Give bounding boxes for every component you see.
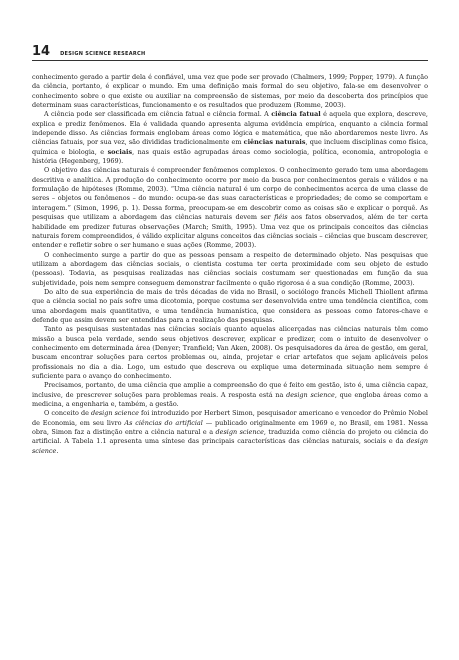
term-ciencias-naturais: ciências naturais (243, 138, 306, 147)
paragraph-7: Precisamos, portanto, de uma ciência que amplie a compreensão do que é feito em gestão, isto é, uma ciência capaz, inclusive, de prescrever soluções para problemas reais. A resposta está na design science, que engloba áreas como a medicina, a engenharia e, também, a gestão. (32, 381, 428, 409)
body-text (32, 73, 428, 456)
term-ciencia-fatual: ciência fatual (271, 110, 321, 119)
term-sociais: sociais (107, 147, 133, 156)
page-header (32, 42, 428, 61)
running-title: DESIGN SCIENCE RESEARCH (60, 51, 146, 57)
paragraph-5: Do alto de sua experiência de mais de três décadas de vida no Brasil, o sociólogo francês Michell Thiollent afirma que a ciência social no país sofre uma dicotomia, porque costuma ser desenvolvida entre uma tendência científica, com uma abordagem mais quantitativa, e uma tendência humanística, que considera as pessoas como fatores-chave e defende que assim devem ser entendidas para a realização das pesquisas. (32, 287, 428, 324)
page-number: 14 (32, 44, 51, 59)
paragraph-4: O conhecimento surge a partir do que as pessoas pensam a respeito de determinado objeto. Nas pesquisas que utilizam a abordagem das ciências sociais, o cientista costuma ter certa proximidade com seu objeto de estudo (pessoas). Todavia, as pesquisas realizadas nas ciências sociais costumam ser questionadas em função da sua subjetividade, pois nem sempre conseguem demonstrar facilmente o quão rigorosa é a sua condição (Romme, 2003). (32, 250, 428, 287)
paragraph-2: A ciência pode ser classificada em ciência fatual e ciência formal. A ciência fatual é aquela que explora, descreve, explica e prediz fenômenos. Ela é validada quando apresenta alguma evidência empírica, enquanto a ciência formal independe disso. As ciências formais englobam áreas como lógica e matemática, que não abordaremos neste livro. As ciências fatuais, por sua vez, são divididas tradicionalmente em ciências naturais, que incluem disciplinas como física, química e biologia, e sociais, nas quais estão agrupadas áreas como sociologia, política, economia, antropologia e história (Hegenberg, 1969). (32, 110, 428, 166)
paragraph-6: Tanto as pesquisas sustentadas nas ciências sociais quanto aquelas alicerçadas nas ciências naturais têm como missão a busca pela verdade, sendo seus objetivos descrever, explicar e predizer, com o intuito de desenvolver o conhecimento em determinada área (Denyer; Tranfield; Van Aken, 2008). Os pesquisadores da área de gestão, em geral, buscam encontrar soluções para certos problemas ou, ainda, projetar e criar artefatos que sejam aplicáveis pelos profissionais no dia a dia. Logo, um estudo que descreva ou explique uma determinada situação nem sempre é suficiente para o avanço do conhecimento. (32, 325, 428, 380)
paragraph-3: O objetivo das ciências naturais é compreender fenômenos complexos. O conhecimento gerado tem uma abordagem descritiva e analítica. A produção do conhecimento ocorre por meio da busca por conhecimentos gerais e válidos e na formulação de hipóteses (Romme, 2003). “Uma ciência natural é um corpo de conhecimentos acerca de uma classe de seres – objetos ou fenômenos – do mundo: ocupa-se das suas características e propriedades; de como se comportam e interagem.” (Simon, 1996, p. 1). Dessa forma, preocupam-se em descobrir como as coisas são e explicar o porquê. As pesquisas que utilizam a abordagem das ciências naturais devem ser fiéis aos fatos observados, além de ter certa habilidade em predizer futuras observações (March; Smith, 1995). Uma vez que os principais conceitos das ciências naturais forem compreendidos, é válido explicitar alguns conceitos das ciências sociais – ciências que buscam descrever, entender e refletir sobre o ser humano e suas ações (Romme, 2003). (32, 166, 428, 250)
paragraph-8: O conceito de design science foi introduzido por Herbert Simon, pesquisador americano e vencedor do Prêmio Nobel de Economia, em seu livro As ciências do artificial — publicado originalmente em 1969 e, no Brasil, em 1981. Nessa obra, Simon faz a distinção entre a ciência natural e a design science, traduzida como ciência do projeto ou ciência do artificial. A Tabela 1.1 apresenta uma síntese das principais características das ciências naturais, sociais e da design science. (32, 409, 428, 455)
paragraph-1: conhecimento gerado a partir dela é confiável, uma vez que pode ser provado (Chalmers, 1999; Popper, 1979). A função da ciência, portanto, é explicar o mundo. Em uma definição mais formal do seu objetivo, fala-se em desenvolver o conhecimento sobre o que existe ou auxiliar na compreensão de sistemas, por meio da descoberta dos princípios que determinam suas características, funcionamento e os resultados que produzem (Romme, 2003). (32, 73, 428, 110)
book-title: As ciências do artificial (124, 418, 203, 427)
